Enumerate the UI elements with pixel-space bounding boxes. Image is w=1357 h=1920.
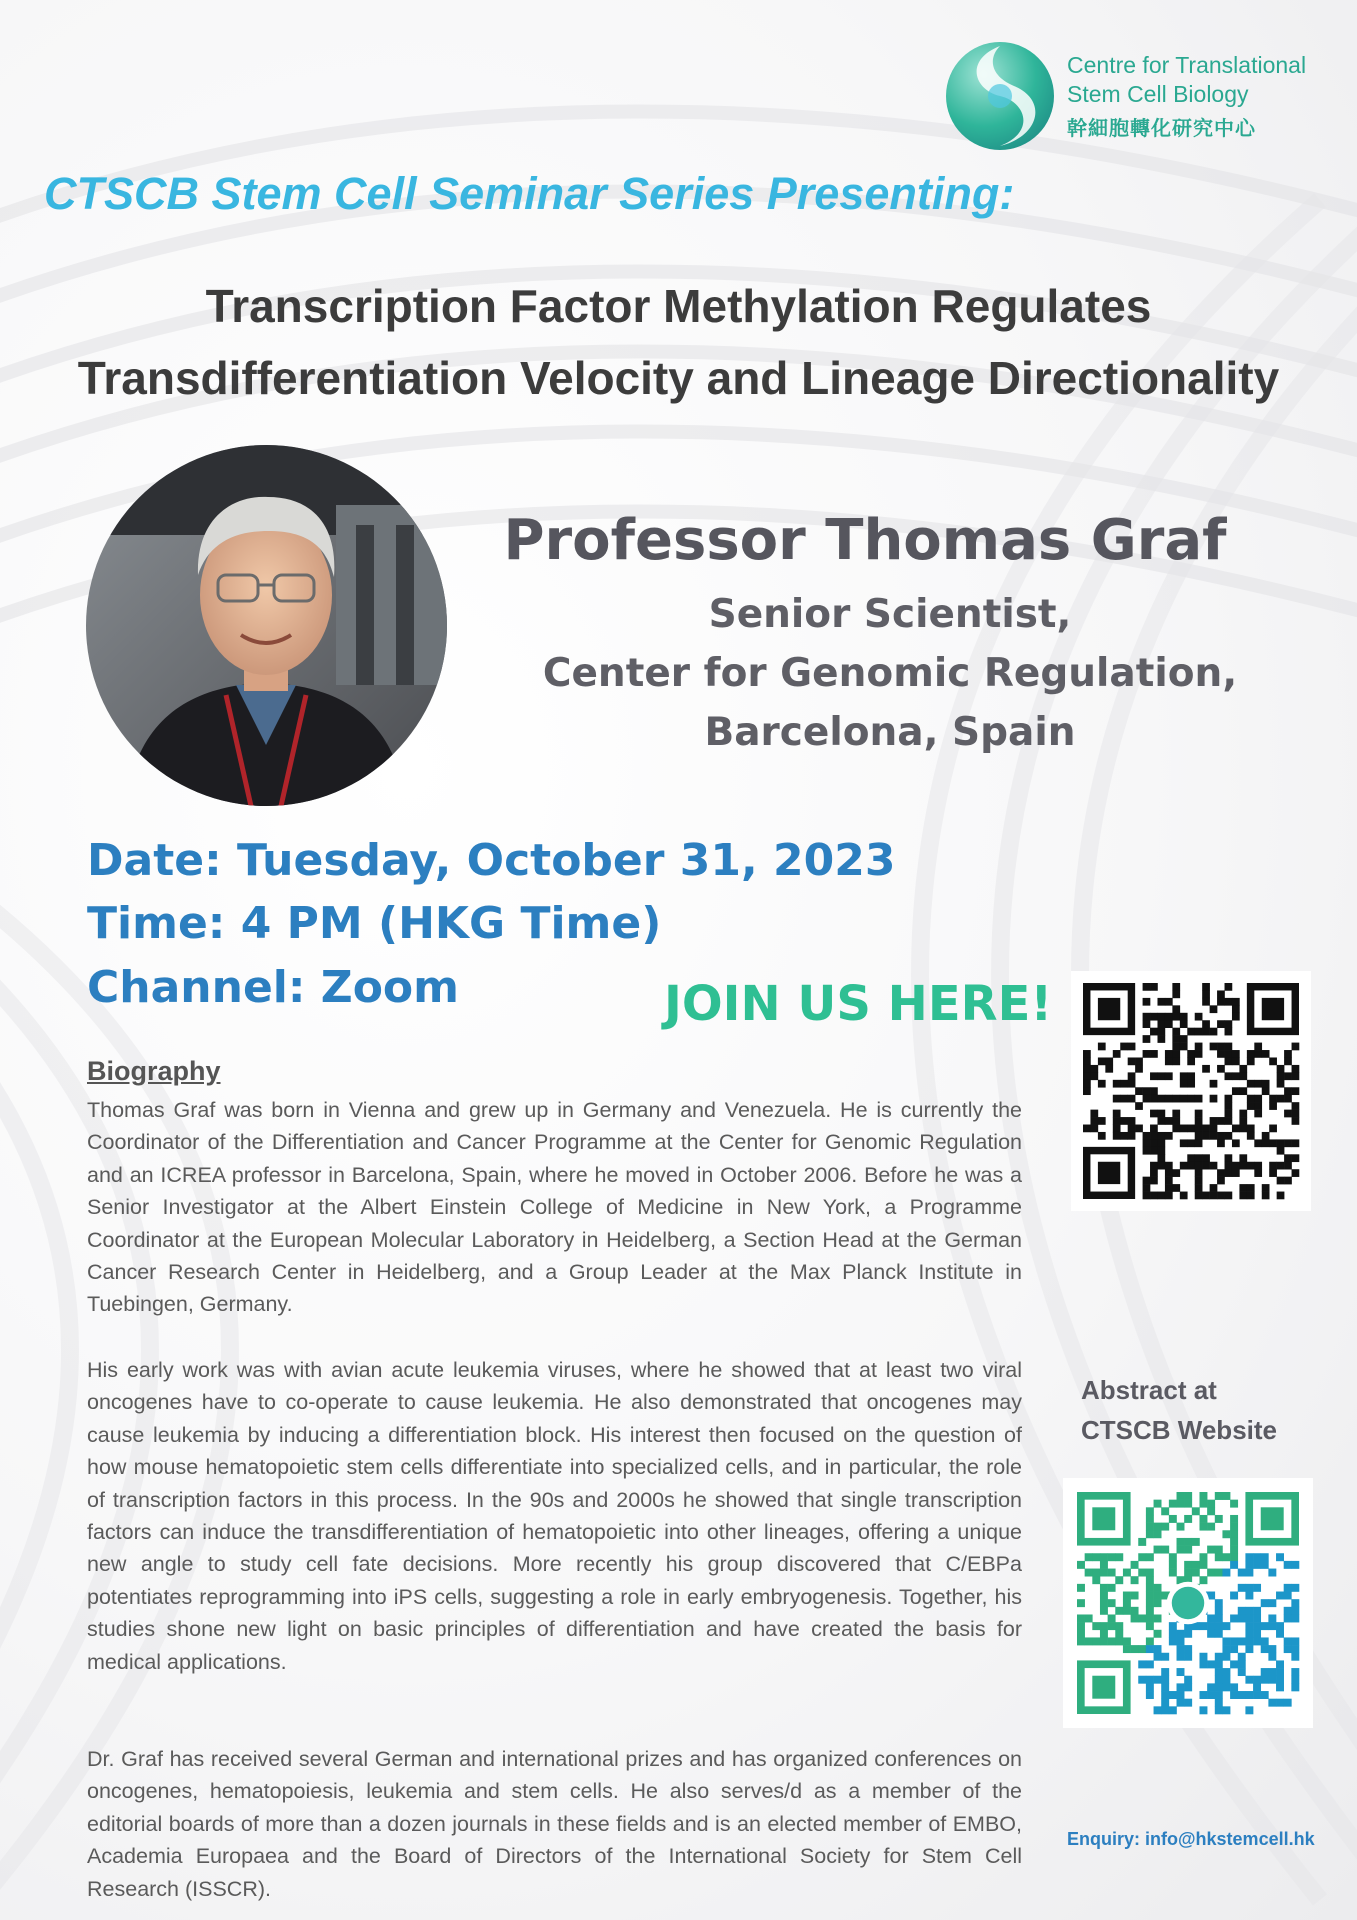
biography-paragraph-1: Thomas Graf was born in Vienna and grew up in Germany and Venezuela. He is currently the Coordinator of the Differentiation and Cancer Programme at the Center for Genomic Regulation and an ICREA professor in Barcelona, Spain, where he moved in October 2006. Before he was a Senior Investigator at the Albert Einstein College of Medicine in New York, a Programme Coordinator at the European Molecular Laboratory in Heidelberg, a Section Head at the German Cancer Research Center in Heidelberg, and a Group Leader at the Max Planck Institute in Tuebingen, Germany. bbox=[87, 1098, 1022, 1317]
talk-title-line2: Transdifferentiation Velocity and Lineage Directionality bbox=[77, 352, 1280, 404]
biography-heading: Biography bbox=[87, 1056, 221, 1086]
logo-text-chinese: 幹細胞轉化研究中心 bbox=[1067, 118, 1256, 140]
logo-text-line1: Centre for Translational bbox=[1067, 52, 1307, 78]
join-us-link[interactable]: JOIN US HERE! bbox=[664, 976, 1053, 1032]
biography-paragraph-3: Dr. Graf has received several German and international prizes and has organized conferences on oncogenes, hematopoiesis, leukemia and stem cells. He also serves/d as a member of the editorial boards of more than a dozen journals in these fields and is an elected member of EMBO, Academia Europaea and the Board of Directors of the International Society for Stem Cell Research (ISSCR). bbox=[87, 1747, 1022, 1901]
zoom-qr-code-icon bbox=[1071, 971, 1311, 1211]
abstract-label-line2: CTSCB Website bbox=[1081, 1415, 1277, 1445]
biography-paragraph-2: His early work was with avian acute leukemia viruses, where he showed that at least two viral oncogenes have to co-operate to cause leukemia. He also demonstrated that oncogenes may cause leukemia by inducing a differentiation block. His interest then focused on the question of how mouse hematopoietic stem cells differentiate into specialized cells, and in particular, the role of transcription factors in this process. In the 90s and 2000s he showed that single transcription factors can induce the transdifferentiation of hematopoietic into other lineages, offering a unique new angle to study cell fate decisions. More recently his group discovered that C/EBPa potentiates reprogramming into iPS cells, suggesting a role in early embryogenesis. Together, his studies shone new light on basic principles of differentiation and have created the basis for medical applications. bbox=[87, 1358, 1022, 1674]
zoom-qr-code[interactable] bbox=[1071, 971, 1311, 1211]
enquiry-email[interactable]: Enquiry: info@hkstemcell.hk bbox=[1067, 1829, 1315, 1849]
event-date: Date: Tuesday, October 31, 2023 bbox=[87, 835, 896, 886]
ctscb-logo-mark-icon bbox=[944, 40, 1056, 152]
speaker-institution: Center for Genomic Regulation, bbox=[542, 651, 1238, 696]
event-channel: Channel: Zoom bbox=[87, 962, 460, 1013]
talk-title-line1: Transcription Factor Methylation Regulates bbox=[205, 280, 1152, 332]
abstract-label bbox=[1081, 1370, 1311, 1450]
website-qr-code-icon bbox=[1063, 1478, 1313, 1728]
event-time: Time: 4 PM (HKG Time) bbox=[87, 898, 662, 949]
speaker-portrait bbox=[86, 445, 447, 806]
speaker-name: Professor Thomas Graf bbox=[503, 508, 1227, 573]
abstract-label-line1: Abstract at bbox=[1081, 1375, 1217, 1405]
logo-text-line2: Stem Cell Biology bbox=[1067, 81, 1249, 107]
speaker-position: Senior Scientist, bbox=[708, 592, 1072, 637]
ctscb-logo bbox=[944, 40, 1334, 152]
series-title: CTSCB Stem Cell Seminar Series Presenting: bbox=[44, 168, 1015, 219]
talk-title bbox=[20, 270, 1337, 414]
speaker-portrait-image bbox=[86, 445, 447, 806]
speaker-location: Barcelona, Spain bbox=[704, 710, 1076, 755]
website-qr-code[interactable] bbox=[1063, 1478, 1313, 1728]
